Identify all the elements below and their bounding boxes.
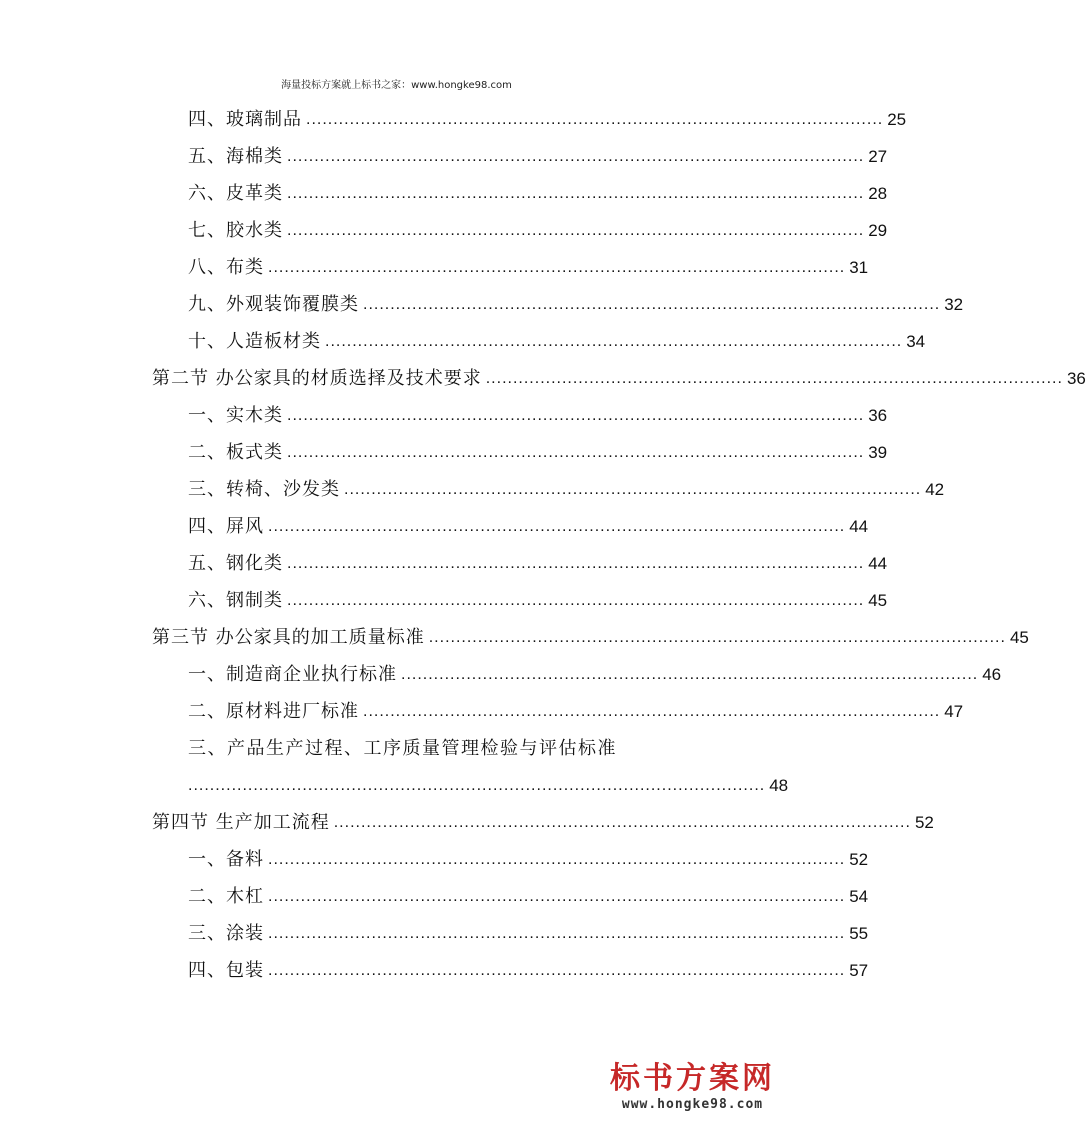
- toc-entry[interactable]: 三、转椅、沙发类 .......................................................................................................... 42: [188, 471, 671, 508]
- toc-entry-label: 第二节 办公家具的材质选择及技术要求: [152, 368, 482, 389]
- toc-entry-page: 36: [1066, 369, 1086, 388]
- toc-entry-label: 二、木杠: [188, 886, 264, 907]
- toc-entry-page: 39: [868, 443, 888, 462]
- toc-entry[interactable]: 十、人造板材类 .......................................................................................................... 34: [188, 323, 671, 360]
- toc-entry-page: 34: [906, 332, 926, 351]
- toc-entry[interactable]: 一、备料 .......................................................................................................... 52: [188, 841, 671, 878]
- toc-entry-page: 32: [944, 295, 964, 314]
- toc-entry-label: 二、板式类: [188, 442, 283, 463]
- toc-entry-label: 第三节 办公家具的加工质量标准: [152, 627, 425, 648]
- toc-entry-page: 44: [849, 517, 869, 536]
- toc-entry-page: 29: [868, 221, 888, 240]
- toc-entry-label[interactable]: 三、产品生产过程、工序质量管理检验与评估标准: [188, 738, 617, 759]
- toc-entry-page: 42: [925, 480, 945, 499]
- toc-entry[interactable]: 五、钢化类 .......................................................................................................... 44: [188, 545, 671, 582]
- toc-entry[interactable]: 三、涂装 .......................................................................................................... 55: [188, 915, 671, 952]
- toc-entry[interactable]: 四、玻璃制品 .......................................................................................................... 25: [188, 101, 671, 138]
- toc-entry-label: 八、布类: [188, 257, 264, 278]
- page-header: 海量投标方案就上标书之家：www.hongke98.com: [281, 80, 512, 91]
- toc-entry-label: 四、屏风: [188, 516, 264, 537]
- toc-entry[interactable]: 六、钢制类 .......................................................................................................... 45: [188, 582, 671, 619]
- toc-entry[interactable]: 二、原材料进厂标准 .......................................................................................................... 47: [188, 693, 671, 730]
- toc-entry[interactable]: 二、木杠 .......................................................................................................... 54: [188, 878, 671, 915]
- toc-entry-label: 一、备料: [188, 849, 264, 870]
- toc-entry-page: 55: [849, 924, 869, 943]
- toc-entry-page: 27: [868, 147, 888, 166]
- toc-entry-label: 三、涂装: [188, 923, 264, 944]
- watermark-url: www.hongke98.com: [621, 1097, 764, 1112]
- toc-entry-page: 48: [769, 776, 789, 795]
- toc-entry-page: 47: [944, 702, 964, 721]
- toc-entry-label: 四、玻璃制品: [188, 109, 302, 130]
- toc-entry[interactable]: 六、皮革类 .......................................................................................................... 28: [188, 175, 671, 212]
- toc-entry-page: 46: [982, 665, 1002, 684]
- toc-entry-page: 31: [849, 258, 869, 277]
- watermark-logo: [610, 1053, 775, 1112]
- toc-entry-label: 一、制造商企业执行标准: [188, 664, 397, 685]
- toc-entry-page: 28: [868, 184, 888, 203]
- watermark-title: 标书方案网: [610, 1061, 775, 1096]
- toc-entry-page: 45: [868, 591, 888, 610]
- toc-entry[interactable]: 九、外观装饰覆膜类 .......................................................................................................... 32: [188, 286, 671, 323]
- toc-entry[interactable]: 五、海棉类 .......................................................................................................... 27: [188, 138, 671, 175]
- toc-entry[interactable]: 八、布类 .......................................................................................................... 31: [188, 249, 671, 286]
- toc-entry[interactable]: .......................................................................................................... 48: [188, 767, 671, 804]
- toc-entry-page: 45: [1009, 628, 1029, 647]
- toc-entry[interactable]: 七、胶水类 .......................................................................................................... 29: [188, 212, 671, 249]
- toc-entry-page: 44: [868, 554, 888, 573]
- toc-entry-label: 九、外观装饰覆膜类: [188, 294, 359, 315]
- toc-entry-label: 七、胶水类: [188, 220, 283, 241]
- toc-entry-label: 第四节 生产加工流程: [152, 812, 330, 833]
- toc-entry[interactable]: 一、制造商企业执行标准 .......................................................................................................... 46: [188, 656, 671, 693]
- toc-entry-page: 52: [849, 850, 869, 869]
- toc-entry-label: 三、转椅、沙发类: [188, 479, 340, 500]
- toc-entry-page: 25: [887, 110, 907, 129]
- toc-entry[interactable]: 二、板式类 .......................................................................................................... 39: [188, 434, 671, 471]
- toc-entry-label: 一、实木类: [188, 405, 283, 426]
- toc-entry-page: 54: [849, 887, 869, 906]
- toc-entry[interactable]: 一、实木类 .......................................................................................................... 36: [188, 397, 671, 434]
- toc-entry-label: 六、钢制类: [188, 590, 283, 611]
- toc-section-entry[interactable]: 第四节 生产加工流程 .......................................................................................................... 52: [152, 804, 671, 841]
- toc-entry[interactable]: 四、包装 .......................................................................................................... 57: [188, 952, 671, 989]
- toc-entry-label: 四、包装: [188, 960, 264, 981]
- toc-entry-label: 六、皮革类: [188, 183, 283, 204]
- toc-section-entry[interactable]: 第三节 办公家具的加工质量标准 .......................................................................................................... 45: [152, 619, 671, 656]
- toc-section-entry[interactable]: 第二节 办公家具的材质选择及技术要求 .......................................................................................................... 36: [152, 360, 671, 397]
- toc-entry-label: 二、原材料进厂标准: [188, 701, 359, 722]
- toc-entry-label: 五、钢化类: [188, 553, 283, 574]
- toc-entry-label: 十、人造板材类: [188, 331, 321, 352]
- toc-entry[interactable]: 四、屏风 .......................................................................................................... 44: [188, 508, 671, 545]
- toc-entry-label: 五、海棉类: [188, 146, 283, 167]
- toc-entry-page: 36: [868, 406, 888, 425]
- toc-entry-page: 57: [849, 961, 869, 980]
- toc-entry-page: 52: [914, 813, 934, 832]
